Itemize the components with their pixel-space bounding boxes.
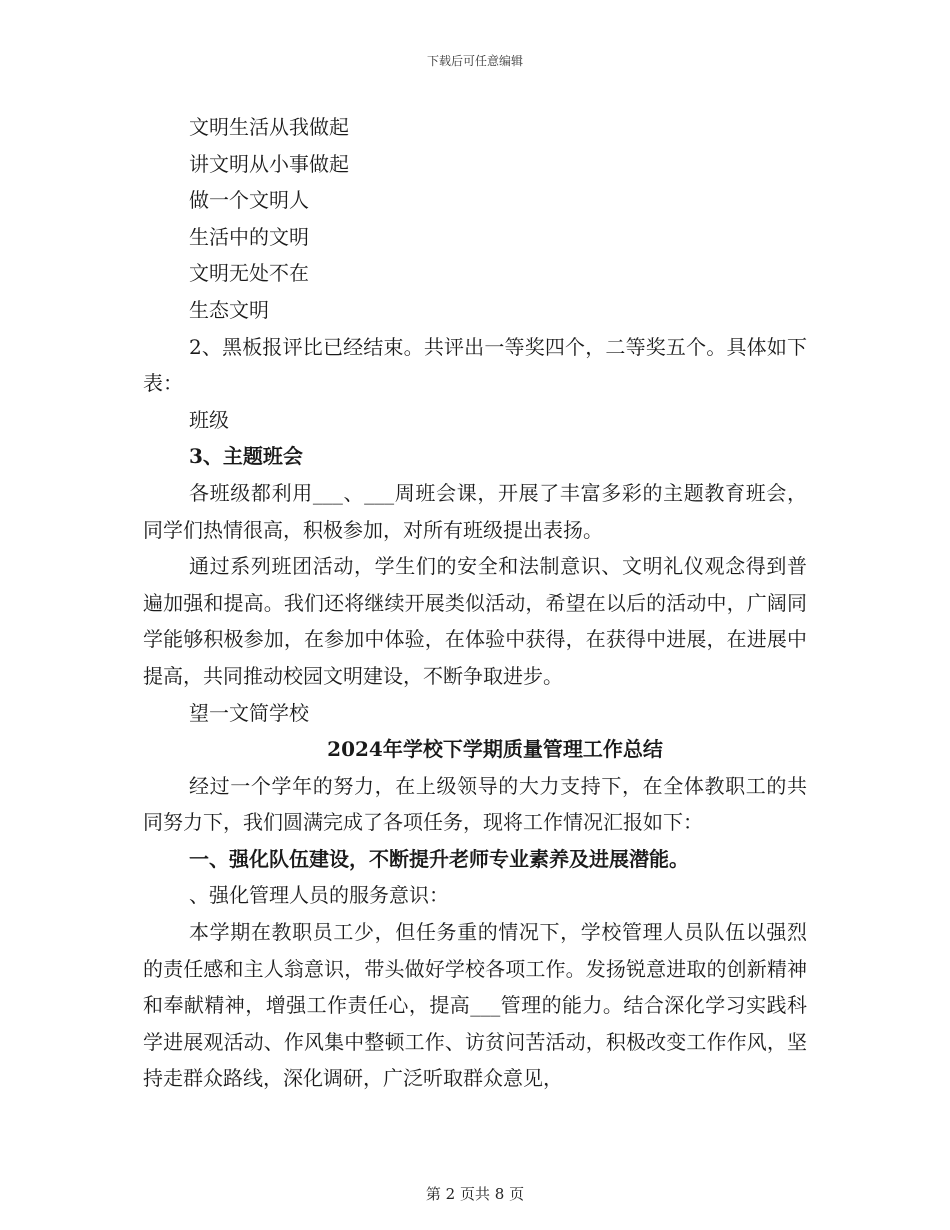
paragraph-activities: 通过系列班团活动，学生们的安全和法制意识、文明礼仪观念得到普遍加强和提高。我们还将继续开展类似活动，希望在以后的活动中，广阔同学能够积极参加，在参加中体验，在体验中获得，在获得中进展，在进展中提高，共同推动校园文明建设，不断争取进步。 [143, 554, 807, 688]
signature: 望一文简学校 [189, 700, 309, 725]
document-body [143, 109, 807, 1097]
paragraph-blackboard: 2、黑板报评比已经结束。共评出一等奖四个，二等奖五个。具体如下表： [143, 334, 807, 396]
list-item: 生活中的文明 [189, 224, 309, 249]
list-item: 生态文明 [189, 297, 269, 322]
list-item: 文明无处不在 [189, 261, 309, 286]
list-item: 做一个文明人 [189, 188, 309, 213]
subheading: 、强化管理人员的服务意识： [189, 883, 449, 908]
list-item: 讲文明从小事做起 [189, 151, 349, 176]
page-header: 下载后可任意编辑 [426, 54, 523, 68]
paragraph-management: 本学期在教职员工少，但任务重的情况下，学校管理人员队伍以强烈的责任感和主人翁意识，带头做好学校各项工作。发扬锐意进取的创新精神和奉献精神，增强工作责任心，提高___管理的能力。结合深化学习实践科学进展观活动、作风集中整顿工作、访贫问苦活动，积极改变工作作风，坚持走群众路线，深化调研，广泛听取群众意见， [143, 920, 807, 1091]
document-title: 2024年学校下学期质量管理工作总结 [327, 737, 663, 762]
section-heading: 一、强化队伍建设，不断提升老师专业素养及进展潜能。 [189, 846, 689, 871]
paragraph-class-meeting: 各班级都利用___、___周班会课，开展了丰富多彩的主题教育班会，同学们热情很高，积极参加，对所有班级提出表扬。 [143, 480, 807, 542]
list-item: 文明生活从我做起 [189, 115, 349, 139]
class-label: 班级 [189, 407, 229, 432]
section-heading: 3、主题班会 [189, 444, 303, 469]
paragraph-intro: 经过一个学年的努力，在上级领导的大力支持下，在全体教职工的共同努力下，我们圆满完成了各项任务，现将工作情况汇报如下： [143, 773, 807, 835]
page-footer: 第 2 页共 8 页 [425, 1185, 525, 1203]
